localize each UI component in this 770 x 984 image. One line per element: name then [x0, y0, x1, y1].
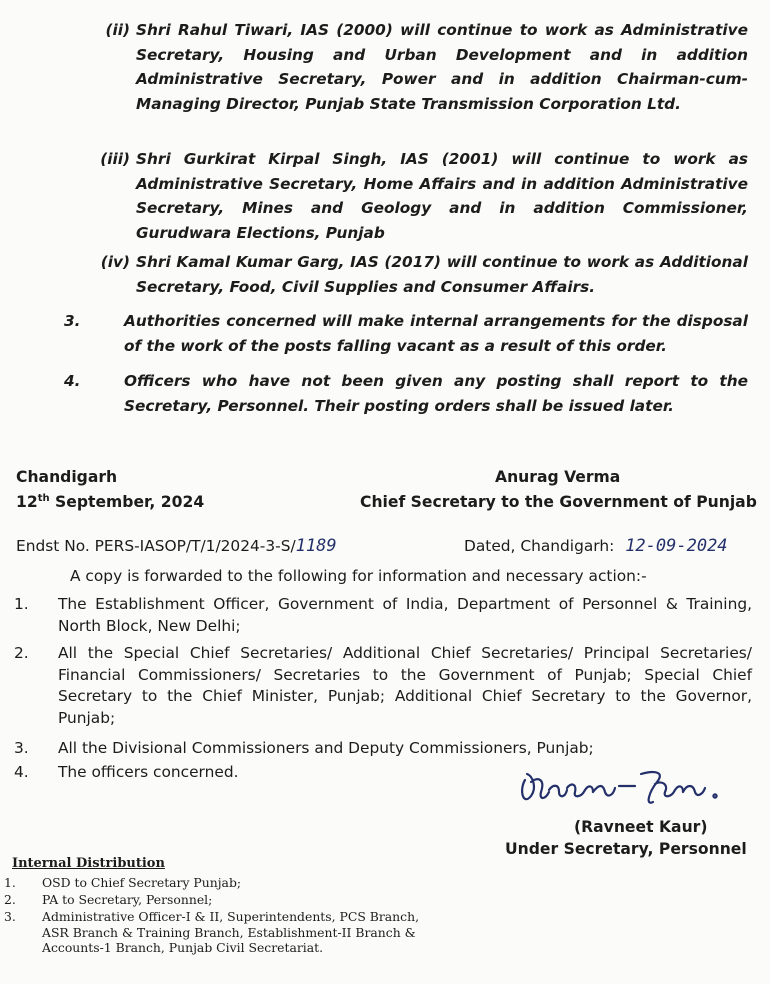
- paragraph-number: 3.: [64, 312, 81, 330]
- sub-item-text: Shri Kamal Kumar Garg, IAS (2017) will continue to work as Additional Secretary, Food, Civil Supplies and Consumer Affairs.: [136, 253, 748, 296]
- recipient-number: 3.: [14, 739, 29, 757]
- recipient-text: All the Special Chief Secretaries/ Additional Chief Secretaries/ Principal Secretaries/ Financial Commissioners/ Secretaries to the Government of Punjab; Special Chief Secretary to the Chief Minister, Punjab; Additional Chief Secretary to the Governor, Punjab;: [58, 644, 752, 727]
- endorsement-line: [16, 536, 337, 556]
- internal-item-text: OSD to Chief Secretary Punjab;: [42, 875, 242, 890]
- handwritten-signature: [505, 762, 755, 822]
- dated-label: Dated, Chandigarh:: [464, 537, 615, 555]
- dated-line: [464, 536, 728, 556]
- recipient-text: All the Divisional Commissioners and Deputy Commissioners, Punjab;: [58, 739, 594, 757]
- paragraph-4: [60, 369, 748, 418]
- internal-item-text: Administrative Officer-I & II, Superintendents, PCS Branch, ASR Branch & Training Branch, Establishment-II Branch & Accounts-1 Branch, Punjab Civil Secretariat.: [42, 909, 420, 955]
- internal-distribution-heading: Internal Distribution: [12, 856, 165, 871]
- internal-item-number: 2.: [4, 892, 16, 907]
- paragraph-text: Officers who have not been given any posting shall report to the Secretary, Personnel. Their posting orders shall be issued later.: [124, 372, 748, 415]
- recipient-number: 4.: [14, 763, 29, 781]
- recipient-text: The officers concerned.: [58, 763, 239, 781]
- sub-item-ii: [80, 18, 748, 116]
- recipient-2: [0, 643, 752, 729]
- sub-item-iv: [80, 250, 748, 299]
- issue-date-day: 12: [16, 493, 38, 512]
- endorsement-label: Endst No. PERS-IASOP/T/1/2024-3-S/: [16, 537, 296, 555]
- internal-item-number: 1.: [4, 875, 16, 890]
- paragraph-3: [60, 309, 748, 358]
- internal-item-text: PA to Secretary, Personnel;: [42, 892, 213, 907]
- endorsement-number: 1189: [295, 536, 337, 556]
- dated-value: 12-09-2024: [625, 536, 728, 556]
- forward-text: A copy is forwarded to the following for information and necessary action:-: [70, 567, 647, 585]
- paragraph-text: Authorities concerned will make internal arrangements for the disposal of the work of the posts falling vacant as a result of this order.: [124, 312, 748, 355]
- sub-item-iii: [80, 147, 748, 245]
- under-secretary-name: (Ravneet Kaur): [574, 818, 708, 836]
- recipient-text: The Establishment Officer, Government of India, Department of Personnel & Training, North Block, New Delhi;: [58, 595, 752, 635]
- recipient-1: [0, 594, 752, 637]
- sub-item-number: (iv): [100, 253, 130, 271]
- issue-date-suffix: th: [37, 493, 50, 504]
- internal-item-1: [0, 875, 440, 891]
- signatory-title: Chief Secretary to the Government of Punjab: [360, 493, 757, 511]
- sub-item-text: Shri Gurkirat Kirpal Singh, IAS (2001) will continue to work as Administrative Secretary, Home Affairs and in addition Administrative Secretary, Mines and Geology and in addition Commissioner, Gurudwara Elections, Punjab: [136, 150, 748, 242]
- internal-item-2: [0, 892, 440, 908]
- sub-item-number: (ii): [105, 21, 130, 39]
- signatory-name: Anurag Verma: [495, 468, 621, 486]
- place: Chandigarh: [16, 468, 118, 486]
- sub-item-number: (iii): [100, 150, 130, 168]
- recipient-3: [0, 738, 752, 760]
- under-secretary-title: Under Secretary, Personnel: [505, 840, 747, 858]
- recipient-number: 2.: [14, 644, 29, 662]
- sub-item-text: Shri Rahul Tiwari, IAS (2000) will continue to work as Administrative Secretary, Housing and Urban Development and in addition Administrative Secretary, Power and in addition Chairman-cum-Managing Director, Punjab State Transmission Corporation Ltd.: [136, 21, 748, 113]
- issue-date-rest: September, 2024: [49, 493, 205, 512]
- internal-item-number: 3.: [4, 909, 16, 924]
- recipient-number: 1.: [14, 595, 29, 613]
- issue-date: [16, 493, 204, 511]
- paragraph-number: 4.: [64, 372, 81, 390]
- internal-item-3: [0, 909, 446, 956]
